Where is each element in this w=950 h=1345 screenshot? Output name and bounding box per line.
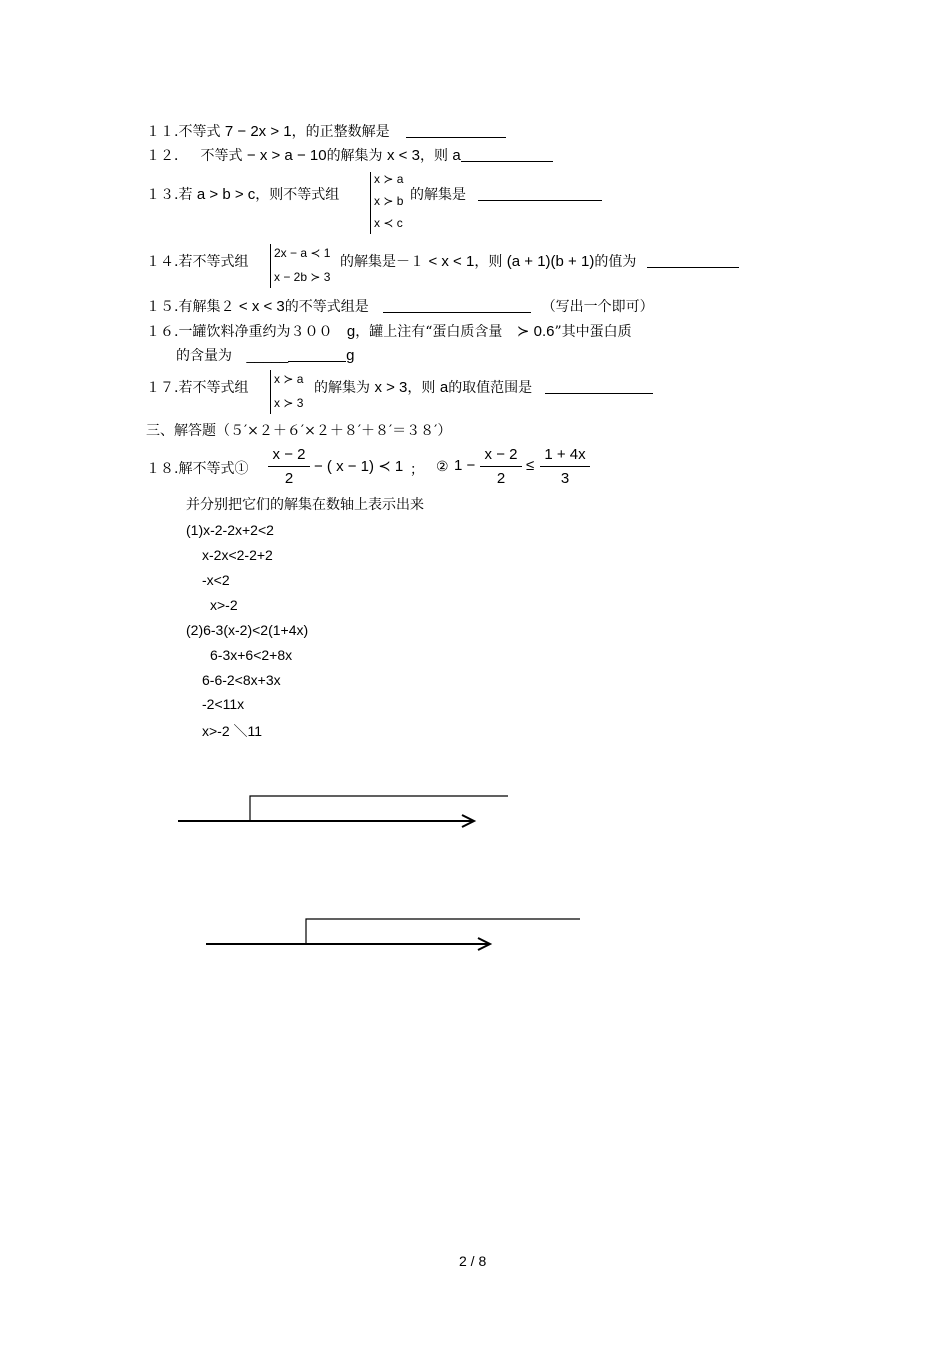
q14 (146, 251, 248, 271)
q18-fraction-2 (480, 446, 522, 487)
q18-prefix: .解不等式① (174, 461, 249, 477)
number-line-2 (0, 905, 950, 965)
q18-fraction-1-bar (268, 466, 310, 467)
q14-range: < x < 1 (428, 253, 475, 270)
q11 (146, 121, 506, 141)
q11-answer-blank[interactable] (406, 123, 506, 138)
q17 (146, 377, 248, 397)
q16-number: １６ (146, 324, 174, 340)
q13-number: １３ (146, 187, 174, 203)
q17-system-brace (270, 370, 271, 414)
q14-tail (340, 251, 739, 271)
q16-unit: g (346, 323, 356, 340)
q17-then: ，则 (407, 380, 436, 396)
q17-system-line-1: x ≻ a (274, 372, 304, 386)
q16-line-2 (176, 345, 355, 365)
q17-number: １７ (146, 380, 174, 396)
work-line-6: 6-3x+6<2+8x (210, 647, 293, 663)
q14-suffix: 的值为 (594, 254, 637, 270)
number-line-1-solution-bracket (250, 796, 508, 821)
q16-blank-text: _____ (246, 347, 289, 364)
q12-mid: 的解集为 (326, 148, 383, 164)
q16-expression: ≻ 0.6 (516, 323, 555, 340)
q14-mid: 的解集是－１ (340, 254, 424, 270)
q18-one-minus: 1 − (454, 457, 476, 474)
q15-prefix: .有解集２ (174, 299, 235, 315)
q18-expression-1-rest: − ( x − 1) ≺ 1 (314, 458, 404, 475)
work-line-2: x-2x<2-2+2 (202, 547, 273, 563)
q17-suffix: 的取值范围是 (448, 380, 533, 396)
q18-circle-2: ② (436, 459, 449, 475)
q16-unit-2: g (346, 347, 355, 364)
q15-number: １５ (146, 299, 174, 315)
q18-leq: ≤ (526, 457, 535, 474)
q18-fraction-3-denominator: 3 (560, 470, 570, 487)
q14-prefix: .若不等式组 (174, 254, 249, 270)
q18-fraction-1-numerator: x − 2 (272, 446, 306, 463)
q16-answer-blank[interactable] (288, 347, 346, 362)
q17-answer-blank[interactable] (545, 379, 653, 394)
q12-then: ，则 (419, 148, 448, 164)
q13-suffix: 的解集是 (410, 187, 466, 203)
q17-system-line-2: x ≻ 3 (274, 396, 304, 410)
q17-mid: 的解集为 (314, 380, 370, 396)
q11-suffix: ，的正整数解是 (291, 124, 390, 140)
q15-answer-blank[interactable] (383, 298, 531, 313)
work-line-4: x>-2 (210, 597, 238, 613)
work-line-7: 6-6-2<8x+3x (202, 672, 281, 688)
q18-fraction-3-bar (540, 466, 590, 467)
q17-variable: a (439, 379, 449, 396)
q12-solution-set: x < 3 (387, 147, 420, 164)
number-line-2-solution-bracket (306, 919, 580, 944)
q12 (146, 145, 553, 165)
q13-system-brace (370, 172, 371, 234)
q11-expression: 7 − 2x > 1 (224, 123, 292, 140)
q18-semicolon: ； (410, 462, 424, 478)
q16-line2-text: 的含量为 (176, 348, 232, 364)
q14-number: １４ (146, 254, 174, 270)
q15-note: （写出一个即可） (541, 299, 654, 315)
q13-mid: ，则不等式组 (255, 187, 340, 203)
q15 (146, 296, 654, 316)
q13-prefix: .若 (174, 187, 193, 203)
q15-range: < x < 3 (238, 298, 285, 315)
q18-fraction-2-bar (480, 466, 522, 467)
q13-tail (410, 184, 602, 204)
q14-system-line-1: 2x − a ≺ 1 (274, 246, 331, 260)
q12-prefix: 不等式 (200, 148, 243, 164)
q18-fraction-2-numerator: x − 2 (484, 446, 518, 463)
q13-system-line-3: x ≺ c (374, 216, 403, 230)
q18-fraction-2-denominator: 2 (496, 470, 506, 487)
q12-variable: a (452, 147, 461, 164)
work-line-1: (1)x-2-2x+2<2 (186, 522, 274, 538)
work-line-9: x>-2 ＼11 (202, 723, 263, 739)
q13 (146, 184, 339, 204)
q18-fraction-1-denominator: 2 (284, 470, 294, 487)
q18-fraction-3 (540, 446, 590, 487)
q11-number: １１ (146, 124, 174, 140)
work-line-5: (2)6-3(x-2)<2(1+4x) (186, 622, 309, 638)
q12-expression: − x > a − 10 (246, 147, 327, 164)
q17-prefix: .若不等式组 (174, 380, 249, 396)
q17-expression: x > 3 (374, 379, 408, 396)
q18-fraction-3-numerator: 1 + 4x (544, 446, 586, 463)
page-number: 2 / 8 (459, 1253, 487, 1269)
q16-prefix: .一罐饮料净重约为３００ (174, 324, 333, 340)
q14-then: ，则 (474, 254, 503, 270)
q14-system-line-2: x − 2b ≻ 3 (274, 270, 331, 284)
work-line-3: -x<2 (202, 572, 230, 588)
q18-fraction-1 (268, 446, 310, 487)
q15-mid: 的不等式组是 (284, 299, 369, 315)
q14-answer-blank[interactable] (647, 253, 739, 268)
q11-prefix: .不等式 (174, 124, 221, 140)
section-3-heading: 三、解答题（５′×２＋６′×２＋８′＋８′＝３８′） (146, 423, 452, 439)
q18-instruction: 并分别把它们的解集在数轴上表示出来 (186, 497, 424, 513)
q13-answer-blank[interactable] (478, 186, 602, 201)
work-line-8: -2<11x (202, 696, 245, 712)
q16-mid: ，罐上注有“蛋白质含量 (355, 324, 503, 340)
q18-label (146, 458, 248, 478)
q18-number: １８ (146, 461, 174, 477)
number-line-1 (0, 780, 950, 840)
q14-expression: (a + 1)(b + 1) (506, 253, 595, 270)
q17-tail (314, 377, 653, 397)
q13-system-line-1: x ≻ a (374, 172, 404, 186)
q12-answer-blank[interactable] (461, 147, 553, 162)
q12-number: １２． (146, 148, 188, 164)
q16 (146, 321, 632, 341)
q13-condition: a > b > c (196, 186, 256, 203)
q14-system-brace (270, 244, 271, 288)
q16-suffix: ”其中蛋白质 (554, 324, 632, 340)
q13-system-line-2: x ≻ b (374, 194, 404, 208)
